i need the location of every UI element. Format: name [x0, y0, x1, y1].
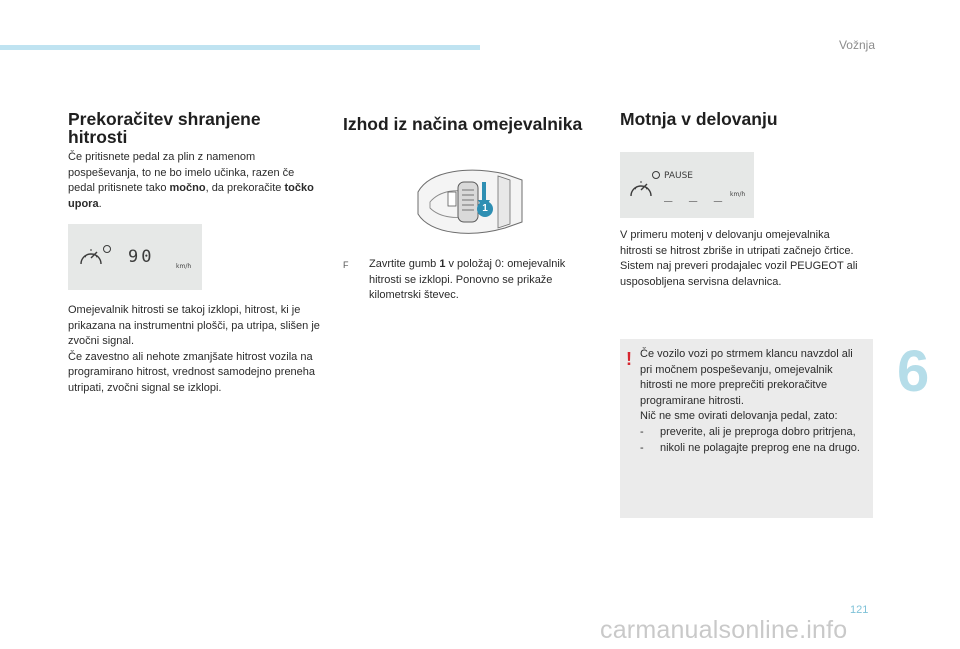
- speed-value: 90: [128, 247, 155, 267]
- steering-control-stalk-icon: [410, 162, 536, 248]
- dashes-value: _ _ _: [664, 186, 727, 202]
- page-number: 121: [850, 604, 869, 616]
- heading-malfunction: Motnja v delovanju: [620, 109, 778, 129]
- pause-label: PAUSE: [664, 171, 693, 181]
- chapter-number: 6: [897, 339, 930, 404]
- watermark: carmanualsonline.info: [600, 616, 848, 644]
- intro-paragraph: Če pritisnete pedal za plin z namenom pospeševanja, to ne bo imelo učinka, razen če pedal pritisnete tako močno, da prekoračite točko upora.: [68, 151, 314, 210]
- header-accent-bar: [0, 45, 480, 50]
- speed-unit: km/h: [176, 263, 192, 270]
- heading-exit-limiter: Izhod iz načina omejevalnika: [343, 114, 583, 134]
- list-item: - nikoli ne polagajte preprog ene na drugo.: [640, 441, 860, 454]
- speed-display-90: [68, 224, 202, 290]
- limit-circle-icon: [102, 244, 112, 254]
- malfunction-text: V primeru motenj v delovanju omejevalnika hitrosti se hitrost zbriše in utripati začnejo črtice. Sistem naj preveri prodajalec vozil PEUGEOT ali usposobljena servisna delavnica.: [620, 229, 858, 288]
- warning-text: Če vozilo vozi po strmem klancu navzdol ali pri močnem pospeševanju, omejevalnik hitrosti ne more preprečiti prekoračitve programirane hitrosti. Nič ne sme ovirati delovanja pedal, zato: - preverite, ali je preproga dobro pritrjena, - nikoli ne polagajte preprog ene na drugo.: [640, 347, 868, 456]
- bullet-exit-instruction: F Zavrtite gumb 1 v položaj 0: omejevalnik hitrosti se izklopi. Ponovno se prikaže kilometrski števec.: [343, 258, 566, 302]
- speedometer-icon: [78, 246, 104, 268]
- exclamation-icon: !: [626, 349, 632, 369]
- limit-circle-icon: [651, 170, 661, 180]
- speed-display-pause: [620, 152, 754, 218]
- warning-box: [620, 339, 873, 518]
- list-item: - preverite, ali je preproga dobro pritrjena,: [640, 425, 856, 438]
- heading-exceeding-speed: Prekoračitev shranjene hitrosti: [68, 109, 261, 147]
- speed-unit: km/h: [730, 191, 746, 198]
- speedometer-icon: [628, 178, 654, 200]
- bullet-marker: F: [343, 260, 349, 270]
- section-name: Vožnja: [838, 38, 875, 52]
- callout-1: 1: [477, 201, 493, 217]
- limiter-off-text: Omejevalnik hitrosti se takoj izklopi, hitrost, ki je prikazana na instrumentni plošči, pa utripa, slišen je zvočni signal. Če zavestno ali nehote zmanjšate hitrost vozila na programirano hitrost, vrednost samodejno preneha utripati, zvočni signal se izklopi.: [68, 304, 320, 394]
